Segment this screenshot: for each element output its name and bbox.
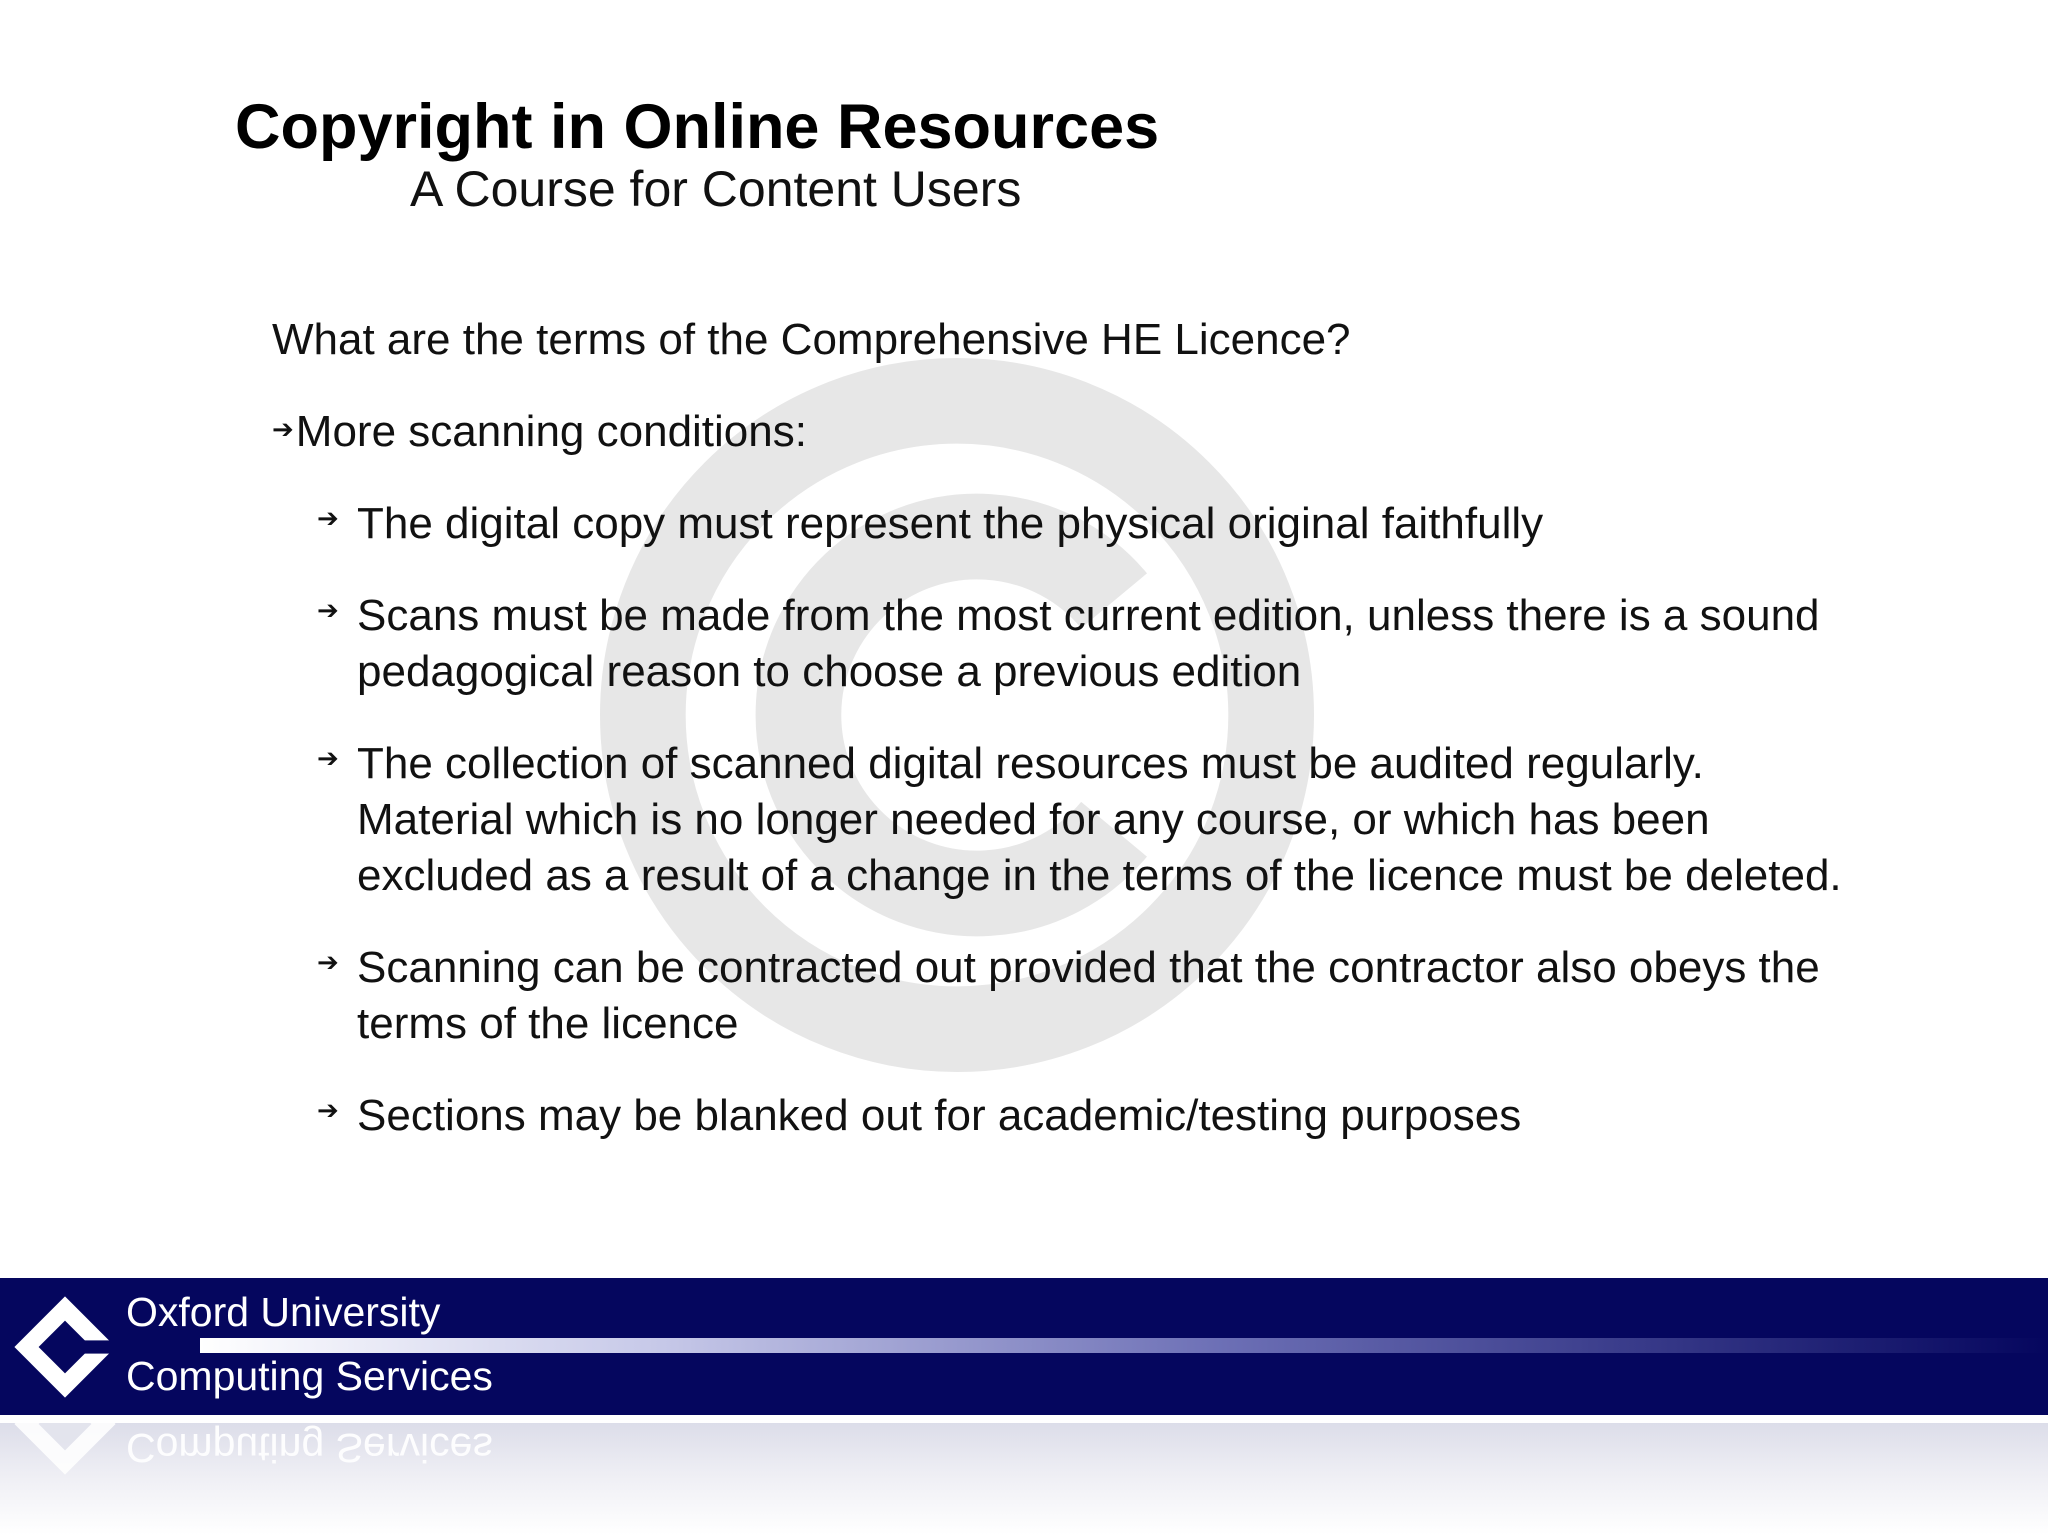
banner-stripe <box>200 1338 2048 1353</box>
bullet-text: Sections may be blanked out for academic/testing purposes <box>357 1091 1522 1140</box>
footer-reflection <box>0 1423 2048 1535</box>
footer-banner <box>0 1278 2048 1415</box>
org-name-reflection: Computing Services <box>126 1425 493 1471</box>
oucs-logo-reflection-icon <box>10 1423 120 1483</box>
slide-title: Copyright in Online Resources <box>235 92 1160 162</box>
bullet-text: The collection of scanned digital resources must be audited regularly. Material which is no longer needed for any course, or which has been excluded as a result of a change in the terms of the licence must be deleted. <box>357 739 1842 900</box>
arrow-right-icon: ➔ <box>272 414 294 444</box>
arrow-right-icon: ➔ <box>317 595 339 625</box>
oucs-diamond-logo-icon <box>10 1288 120 1406</box>
bullet-text: Scans must be made from the most current edition, unless there is a sound pedagogical reason to choose a previous edition <box>357 591 1820 696</box>
bullet-item <box>312 588 1852 700</box>
arrow-right-icon: ➔ <box>317 947 339 977</box>
slide-subtitle: A Course for Content Users <box>410 161 1022 217</box>
bullet-text: The digital copy must represent the physical original faithfully <box>357 499 1544 548</box>
org-name-line2: Computing Services <box>126 1353 493 1399</box>
lead-text <box>272 404 807 459</box>
arrow-right-icon: ➔ <box>317 1095 339 1125</box>
bullet-item <box>312 1088 1852 1144</box>
arrow-right-icon: ➔ <box>317 503 339 533</box>
arrow-right-icon: ➔ <box>317 743 339 773</box>
question-text: What are the terms of the Comprehensive HE Licence? <box>272 315 1351 364</box>
lead-label: More scanning conditions: <box>295 407 807 456</box>
org-name-line1: Oxford University <box>126 1289 441 1335</box>
bullet-text: Scanning can be contracted out provided that the contractor also obeys the terms of the licence <box>357 943 1820 1048</box>
bullet-item <box>312 940 1852 1052</box>
bullet-list <box>312 496 1852 1180</box>
bullet-item <box>312 736 1852 904</box>
bullet-item <box>312 496 1852 552</box>
